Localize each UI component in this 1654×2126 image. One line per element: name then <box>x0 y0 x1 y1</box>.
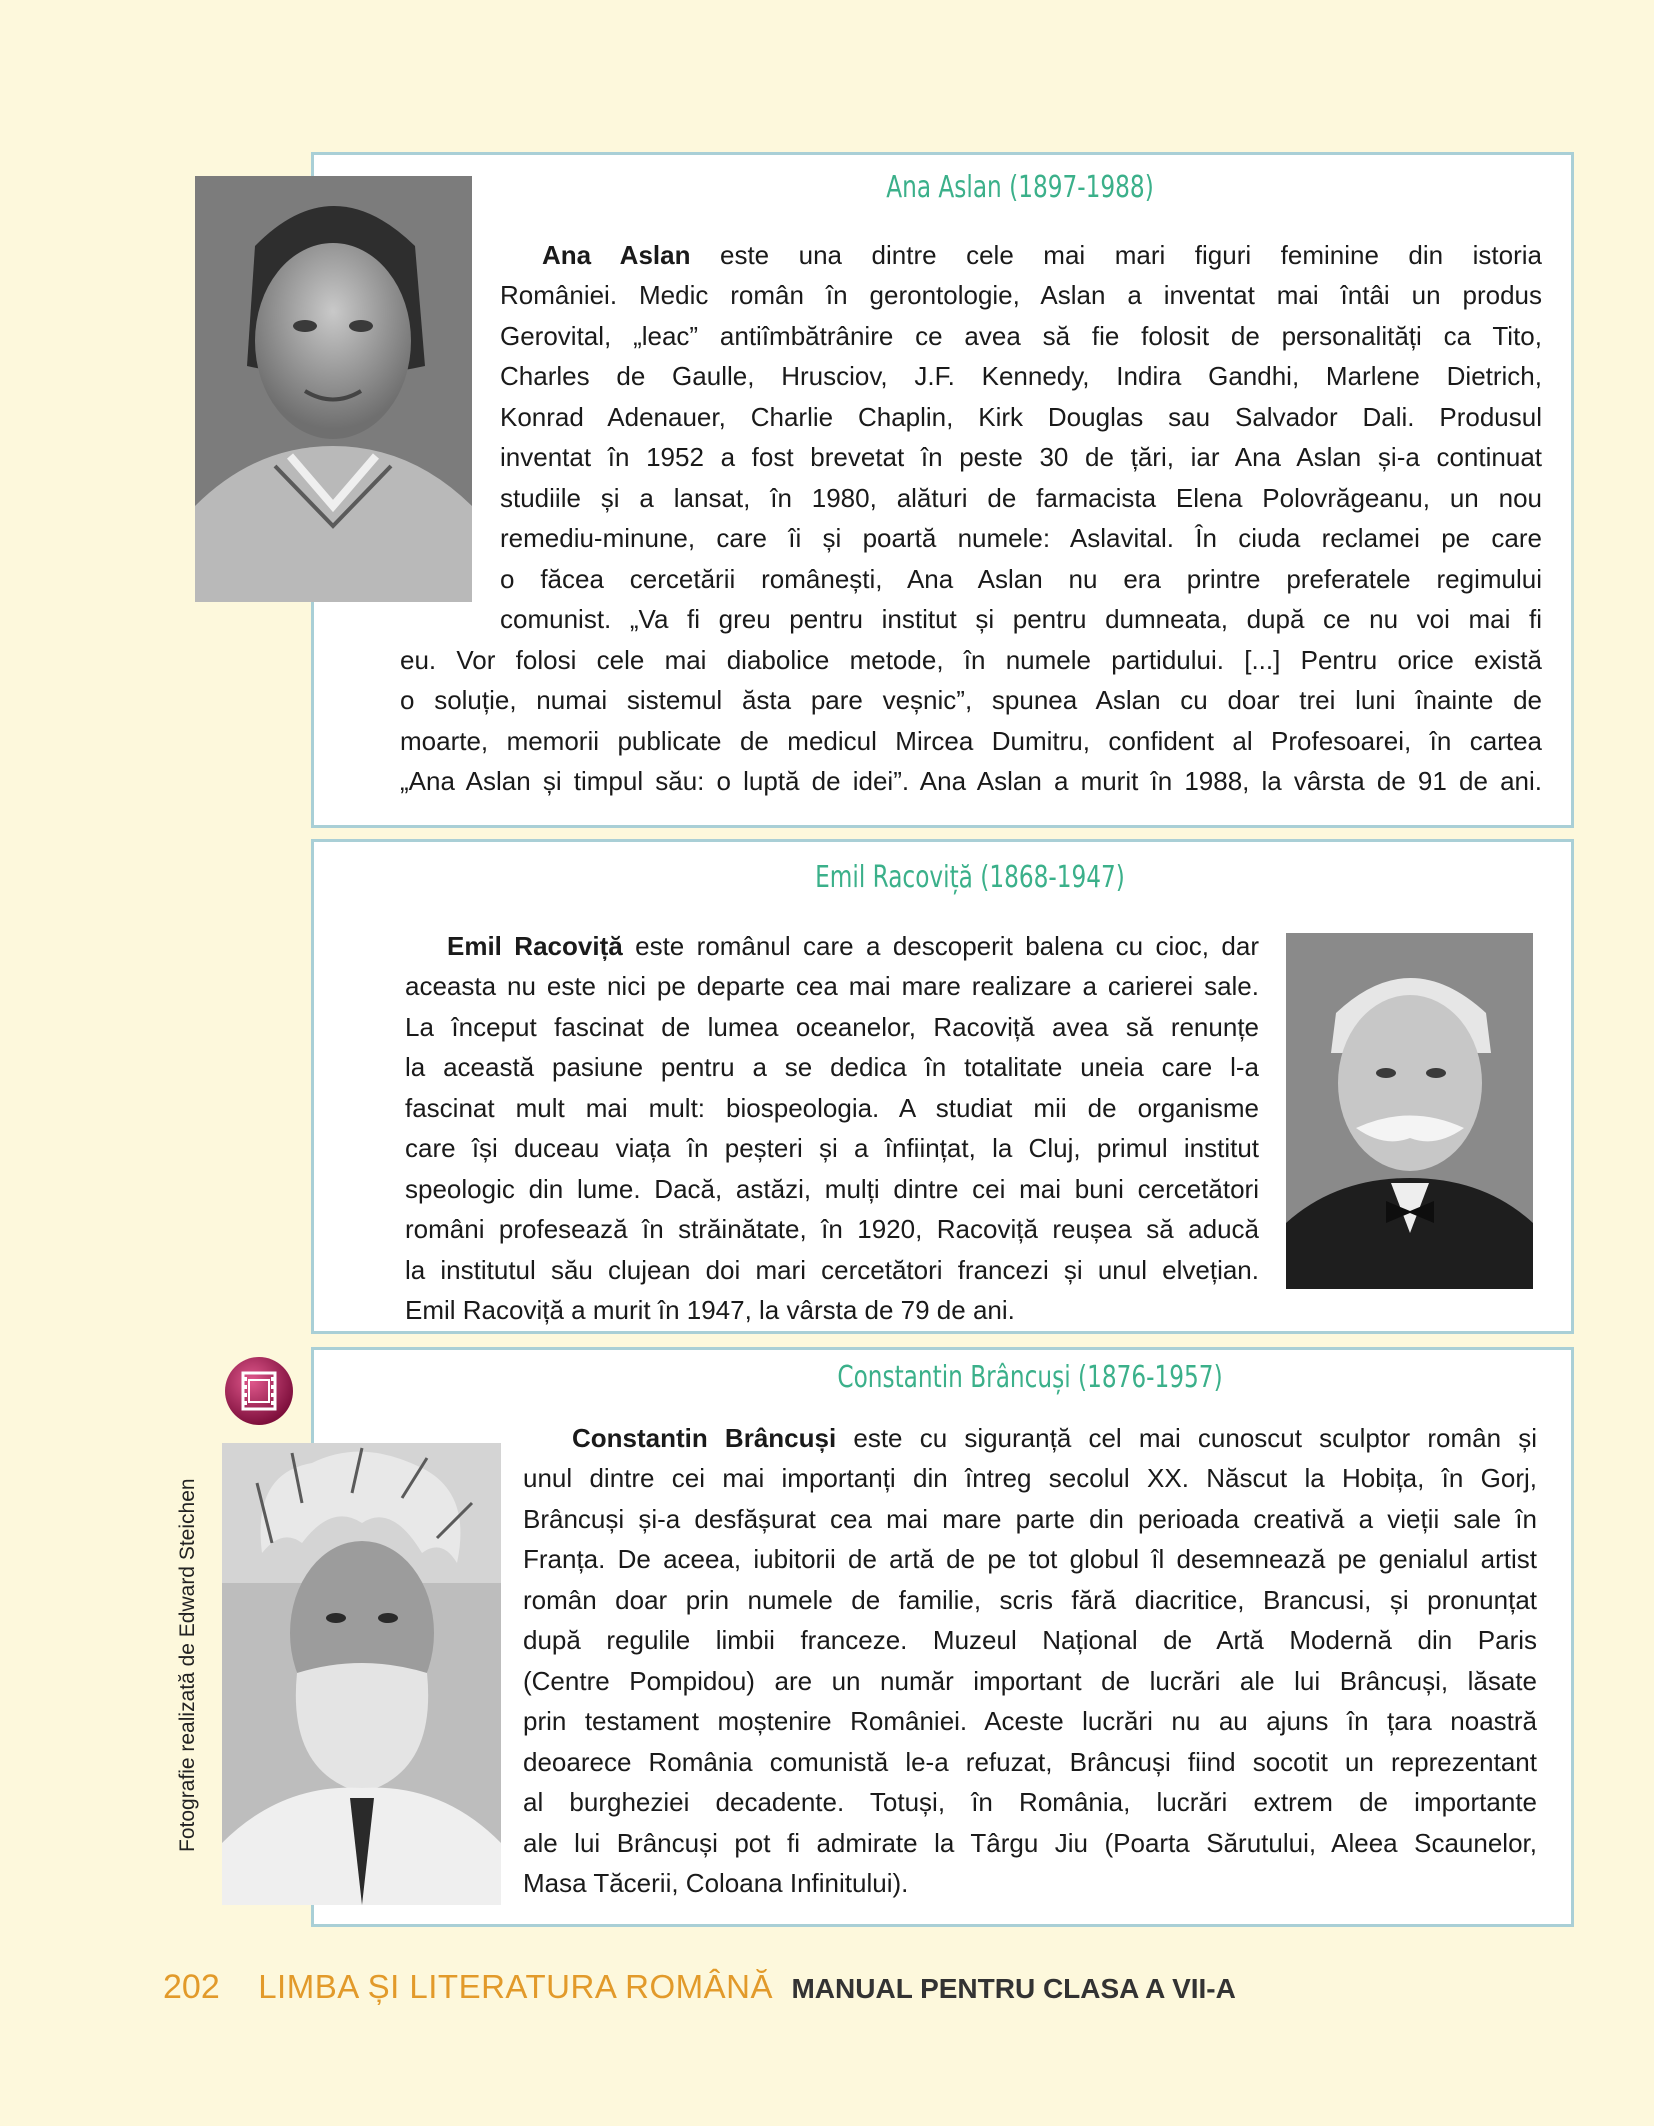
text-line: Ana Aslan este una dintre cele mai mari figuri feminine din istoria <box>542 240 1542 270</box>
page-number: 202 <box>163 1968 220 2006</box>
text-line: român doar prin numele de familie, scris fără diacritice, Brancusi, și pronunțat <box>523 1585 1537 1615</box>
text-line: (Centre Pompidou) are un număr important de lucrări ale lui Brâncuși, lăsate <box>523 1666 1537 1696</box>
text-line: „Ana Aslan și timpul său: o luptă de idei”. Ana Aslan a murit în 1988, la vârsta de 91 de ani. <box>400 766 1542 796</box>
subject-title: LIMBA ȘI LITERATURA ROMÂNĂ <box>258 1968 774 2005</box>
manual-title: MANUAL PENTRU CLASA A VII-A <box>791 1973 1236 2004</box>
text-line: la această pasiune pentru a se dedica în totalitate uneia care l-a <box>405 1052 1259 1082</box>
text-line: La început fascinat de lumea oceanelor, Racoviță avea să renunțe <box>405 1012 1259 1042</box>
text-line: Konrad Adenauer, Charlie Chaplin, Kirk Douglas sau Salvador Dali. Produsul <box>500 402 1542 432</box>
page-footer <box>163 1968 1236 2007</box>
text-line: Franța. De aceea, iubitorii de artă de pe tot globul îl desemnează pe genialul artist <box>523 1544 1537 1574</box>
text-line: Emil Racoviță a murit în 1947, la vârsta de 79 de ani. <box>405 1295 1015 1325</box>
section-title-constantin-brancusi: Constantin Brâncuși (1876-1957) <box>837 1360 1223 1395</box>
text-line: Charles de Gaulle, Hrusciov, J.F. Kennedy, Indira Gandhi, Marlene Dietrich, <box>500 361 1542 391</box>
text-line: al burgheziei decadente. Totuși, în România, lucrări extrem de importante <box>523 1787 1537 1817</box>
text-line: inventat în 1952 a fost brevetat în peste 30 de țări, iar Ana Aslan și-a continuat <box>500 442 1542 472</box>
text-line: care își duceau viața în peșteri și a înființat, la Cluj, primul institut <box>405 1133 1259 1163</box>
text-line: după regulile limbii franceze. Muzeul Național de Artă Modernă din Paris <box>523 1625 1537 1655</box>
text-line: comunist. „Va fi greu pentru institut și pentru dumneata, după ce nu voi mai fi <box>500 604 1542 634</box>
text-line: aceasta nu este nici pe departe cea mai mare realizare a carierei sale. <box>405 971 1259 1001</box>
text-line: Gerovital, „leac” antiîmbătrânire ce avea să fie folosit de personalități ca Tito, <box>500 321 1542 351</box>
text-line: speologic din lume. Dacă, astăzi, mulți dintre cei mai buni cercetători <box>405 1174 1259 1204</box>
text-line: Emil Racoviță este românul care a descoperit balena cu cioc, dar <box>447 931 1259 961</box>
photo-credit: Fotografie realizată de Edward Steichen <box>176 1478 199 1852</box>
text-line: Masa Tăcerii, Coloana Infinitului). <box>523 1868 909 1898</box>
text-line: fascinat mult mai mult: biospeologia. A studiat mii de organisme <box>405 1093 1259 1123</box>
text-line: Constantin Brâncuși este cu siguranță cel mai cunoscut sculptor român și <box>572 1423 1538 1453</box>
text-line: români profesează în străinătate, în 1920, Racoviță reușea să aducă <box>405 1214 1259 1244</box>
text-line: remediu-minune, care îi și poartă numele: Aslavital. În ciuda reclamei pe care <box>500 523 1542 553</box>
text-line: o făcea cercetării românești, Ana Aslan nu era printre preferatele regimului <box>500 564 1542 594</box>
text-line: unul dintre cei mai importanți din întreg secolul XX. Născut la Hobița, în Gorj, <box>523 1463 1537 1493</box>
text-line: deoarece România comunistă le-a refuzat, Brâncuși fiind socotit un reprezentant <box>523 1747 1537 1777</box>
section-title-emil-racovita: Emil Racoviță (1868-1947) <box>815 860 1125 895</box>
text-line: ale lui Brâncuși pot fi admirate la Târgu Jiu (Poarta Sărutului, Aleea Scaunelor, <box>523 1828 1537 1858</box>
text-line: o soluție, numai sistemul ăsta pare veșnic”, spunea Aslan cu doar trei luni înainte de <box>400 685 1542 715</box>
text-line: Brâncuși și-a desfășurat cea mai mare parte din perioada creativă a vieții sale în <box>523 1504 1537 1534</box>
text-line: prin testament moștenire României. Aceste lucrări nu au ajuns în țara noastră <box>523 1706 1537 1736</box>
text-line: eu. Vor folosi cele mai diabolice metode, în numele partidului. [...] Pentru orice există <box>400 645 1542 675</box>
text-line: României. Medic român în gerontologie, Aslan a inventat mai întâi un produs <box>500 280 1542 310</box>
section-title-ana-aslan: Ana Aslan (1897-1988) <box>886 170 1154 205</box>
text-line: studiile și a lansat, în 1980, alături de farmacista Elena Polovrăgeanu, un nou <box>500 483 1542 513</box>
text-line: moarte, memorii publicate de medicul Mircea Dumitru, confident al Profesoarei, în cartea <box>400 726 1542 756</box>
text-line: la institutul său clujean doi mari cercetători francezi și unul elvețian. <box>405 1255 1259 1285</box>
